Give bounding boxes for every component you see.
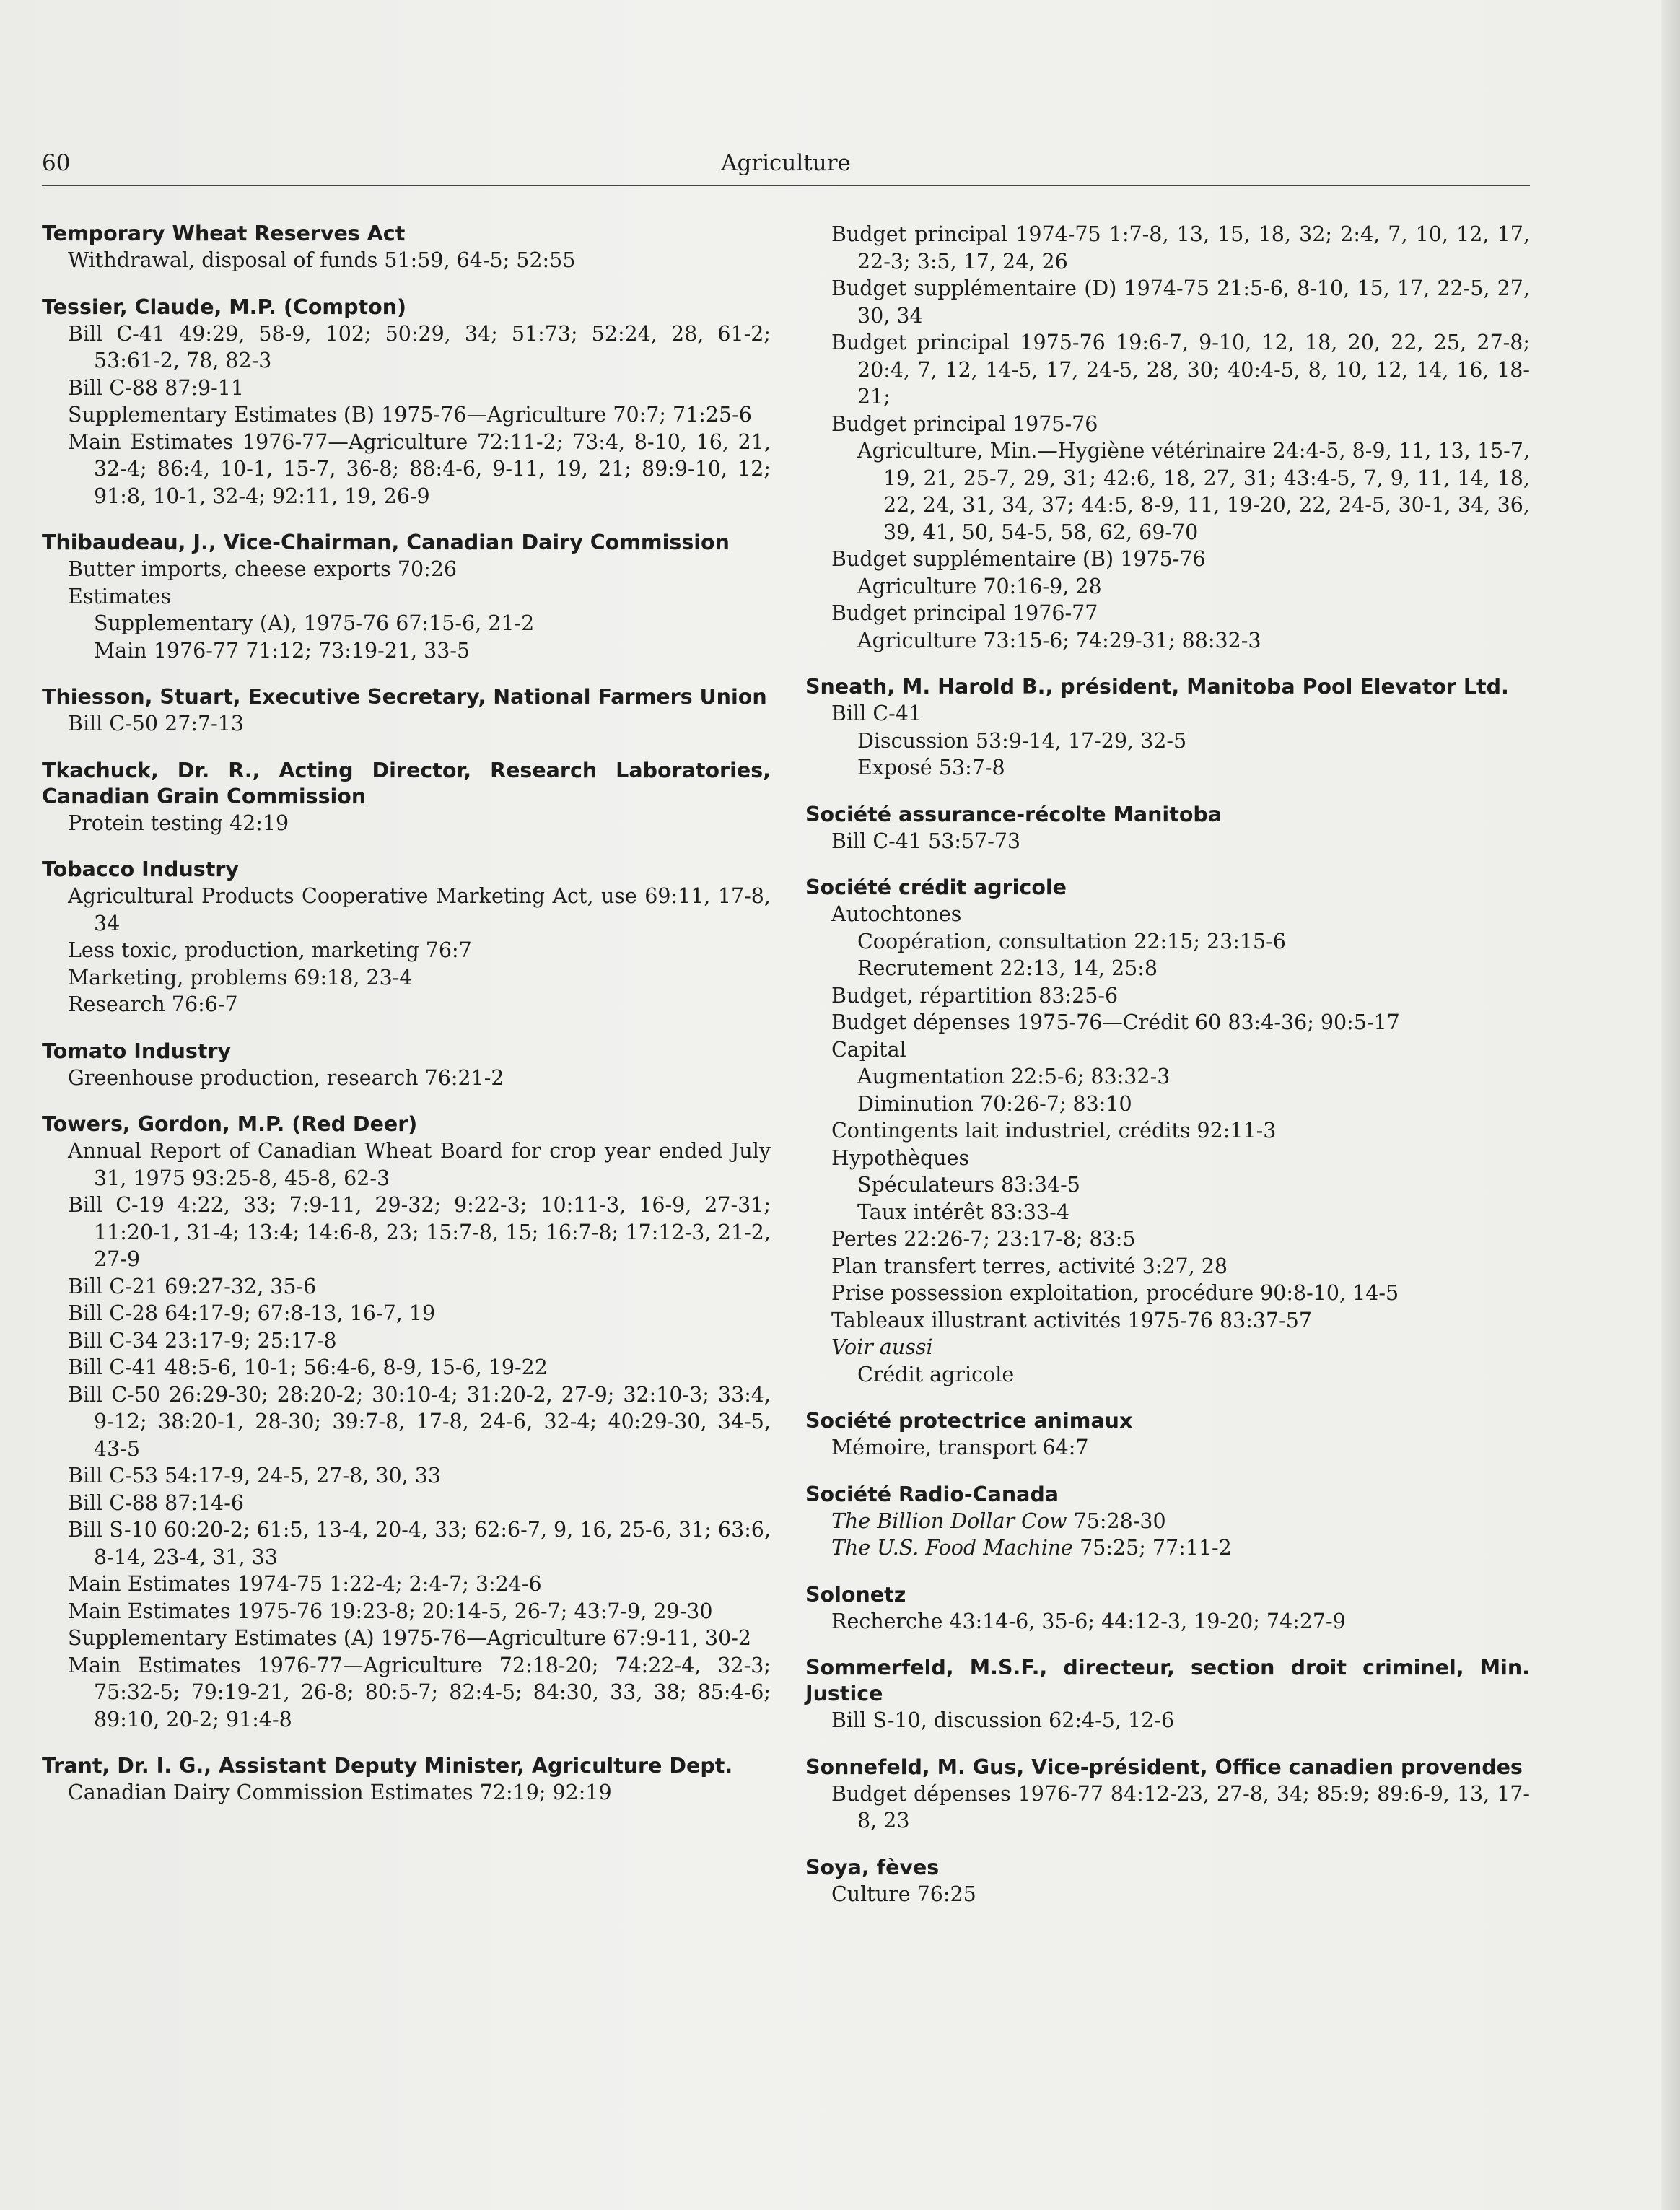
subentry: Voir aussi bbox=[831, 1335, 933, 1359]
subentry: Plan transfert terres, activité 3:27, 28 bbox=[831, 1254, 1228, 1278]
index-entry bbox=[805, 802, 1530, 855]
index-entry bbox=[805, 1855, 1530, 1908]
subentry: Main Estimates 1974-75 1:22-4; 2:4-7; 3:24-6 bbox=[68, 1572, 542, 1596]
subentry: Budget supplémentaire (B) 1975-76 bbox=[831, 547, 1206, 571]
sub-subentry: Supplementary (A), 1975-76 67:15-6, 21-2 bbox=[94, 611, 535, 635]
sub-subentry: Crédit agricole bbox=[857, 1362, 1015, 1386]
subentry: Bill C-50 26:29-30; 28:20-2; 30:10-4; 31:20-2, 27-9; 32:10-3; 33:4, 9-12; 38:20-1, 28-30; 39:7-8, 17-8, 24-6, 32-4; 40:29-30, 34-5, 43-5 bbox=[68, 1382, 771, 1461]
subentry: Canadian Dairy Commission Estimates 72:19; 92:19 bbox=[68, 1781, 612, 1804]
entry-heading: Société assurance-récolte Manitoba bbox=[805, 802, 1222, 826]
sub-subentry: Main 1976-77 71:12; 73:19-21, 33-5 bbox=[94, 638, 471, 663]
subentry: Recherche 43:14-6, 35-6; 44:12-3, 19-20; 74:27-9 bbox=[831, 1609, 1346, 1633]
index-entry bbox=[805, 221, 1530, 654]
index-entry bbox=[42, 1039, 771, 1092]
subentry: Supplementary Estimates (A) 1975-76—Agriculture 67:9-11, 30-2 bbox=[68, 1626, 752, 1650]
sub-subentry: Recrutement 22:13, 14, 25:8 bbox=[857, 956, 1158, 980]
subentry: Main Estimates 1976-77—Agriculture 72:18-20; 74:22-4, 32-3; 75:32-5; 79:19-21, 26-8; 80:5-7; 82:4-5; 84:30, 33, 38; 85:4-6; 89:10, 20-2; 91:4-8 bbox=[68, 1653, 771, 1731]
subentry: The Billion Dollar Cow 75:28-30 bbox=[831, 1508, 1166, 1533]
subentry: Bill C-41 49:29, 58-9, 102; 50:29, 34; 51:73; 52:24, 28, 61-2; 53:61-2, 78, 82-3 bbox=[68, 321, 771, 372]
index-entry bbox=[42, 1111, 771, 1733]
entry-heading: Sneath, M. Harold B., président, Manitoba Pool Elevator Ltd. bbox=[805, 675, 1509, 699]
left-column bbox=[42, 221, 771, 1827]
subentry: Bill C-41 bbox=[831, 702, 922, 725]
sub-subentry: Spéculateurs 83:34-5 bbox=[857, 1173, 1080, 1197]
subentry: Withdrawal, disposal of funds 51:59, 64-5; 52:55 bbox=[68, 248, 576, 272]
sub-subentry: Agriculture 73:15-6; 74:29-31; 88:32-3 bbox=[857, 628, 1261, 652]
subentry: Hypothèques bbox=[831, 1145, 970, 1170]
subentry: Budget principal 1974-75 1:7-8, 13, 15, 18, 32; 2:4, 7, 10, 12, 17, 22-3; 3:5, 17, 24, 26 bbox=[831, 222, 1530, 274]
index-entry bbox=[42, 1753, 771, 1807]
subentry: Butter imports, cheese exports 70:26 bbox=[68, 557, 457, 581]
entry-heading: Towers, Gordon, M.P. (Red Deer) bbox=[42, 1112, 418, 1136]
subentry: Capital bbox=[831, 1037, 906, 1062]
page-header bbox=[42, 147, 1530, 186]
entry-heading: Solonetz bbox=[805, 1582, 906, 1607]
entry-heading: Sommerfeld, M.S.F., directeur, section droit criminel, Min. Justice bbox=[805, 1656, 1530, 1705]
entry-heading: Société protectrice animaux bbox=[805, 1409, 1133, 1433]
subentry: Pertes 22:26-7; 23:17-8; 83:5 bbox=[831, 1227, 1136, 1251]
subentry: Bill C-28 64:17-9; 67:8-13, 16-7, 19 bbox=[68, 1301, 436, 1325]
subentry: Mémoire, transport 64:7 bbox=[831, 1436, 1089, 1459]
subentry: Budget dépenses 1975-76—Crédit 60 83:4-36; 90:5-17 bbox=[831, 1010, 1400, 1034]
subentry: Contingents lait industriel, crédits 92:11-3 bbox=[831, 1119, 1277, 1143]
subentry: Bill C-53 54:17-9, 24-5, 27-8, 30, 33 bbox=[68, 1464, 442, 1488]
index-entry bbox=[42, 758, 771, 837]
subentry: Main Estimates 1976-77—Agriculture 72:11-2; 73:4, 8-10, 16, 21, 32-4; 86:4, 10-1, 15-7, 36-8; 88:4-6, 9-11, 19, 21; 89:9-10, 12; 91:8, 10-1, 32-4; 92:11, 19, 26-9 bbox=[68, 429, 771, 508]
subentry: Budget supplémentaire (D) 1974-75 21:5-6, 8-10, 15, 17, 22-5, 27, 30, 34 bbox=[831, 276, 1530, 328]
entry-heading: Sonnefeld, M. Gus, Vice-président, Office canadien provendes bbox=[805, 1755, 1523, 1779]
right-column bbox=[805, 221, 1530, 1928]
index-entry bbox=[805, 1755, 1530, 1835]
index-entry bbox=[42, 221, 771, 274]
subentry: Budget principal 1976-77 bbox=[831, 601, 1098, 625]
index-entry bbox=[42, 684, 771, 738]
subentry: Supplementary Estimates (B) 1975-76—Agriculture 70:7; 71:25-6 bbox=[68, 403, 752, 427]
subentry: Autochtones bbox=[831, 902, 962, 926]
entry-heading: Thibaudeau, J., Vice-Chairman, Canadian Dairy Commission bbox=[42, 530, 730, 554]
subentry: Main Estimates 1975-76 19:23-8; 20:14-5, 26-7; 43:7-9, 29-30 bbox=[68, 1599, 713, 1623]
index-entry bbox=[805, 1655, 1530, 1734]
subentry: Culture 76:25 bbox=[831, 1882, 976, 1906]
entry-heading: Société crédit agricole bbox=[805, 875, 1067, 899]
subentry: Bill C-88 87:9-11 bbox=[68, 375, 245, 400]
subentry: Budget dépenses 1976-77 84:12-23, 27-8, 34; 85:9; 89:6-9, 13, 17-8, 23 bbox=[831, 1781, 1530, 1833]
index-entry bbox=[805, 875, 1530, 1388]
index-entry bbox=[805, 1482, 1530, 1562]
subentry: Bill C-19 4:22, 33; 7:9-11, 29-32; 9:22-3; 10:11-3, 16-9, 27-31; 11:20-1, 31-4; 13:4; 14:6-8, 23; 15:7-8, 15; 16:7-8; 17:12-3, 21-2, 27-9 bbox=[68, 1193, 771, 1271]
subentry: Agricultural Products Cooperative Marketing Act, use 69:11, 17-8, 34 bbox=[68, 884, 771, 935]
subentry: Budget principal 1975-76 bbox=[831, 411, 1098, 436]
subentry: Budget, répartition 83:25-6 bbox=[831, 983, 1119, 1008]
subentry: Research 76:6-7 bbox=[68, 992, 238, 1016]
subentry: Protein testing 42:19 bbox=[68, 811, 289, 835]
subentry: Bill C-88 87:14-6 bbox=[68, 1490, 245, 1515]
subentry: Budget principal 1975-76 19:6-7, 9-10, 12, 18, 20, 22, 25, 27-8; 20:4, 7, 12, 14-5, 17, 24-5, 28, 30; 40:4-5, 8, 10, 12, 14, 16, 18-21; bbox=[831, 331, 1530, 409]
entry-heading: Tessier, Claude, M.P. (Compton) bbox=[42, 294, 407, 319]
subentry: Bill C-41 53:57-73 bbox=[831, 829, 1021, 853]
subentry: The U.S. Food Machine 75:25; 77:11-2 bbox=[831, 1536, 1232, 1560]
index-entry bbox=[42, 530, 771, 664]
entry-heading: Tobacco Industry bbox=[42, 857, 239, 881]
subentry: Bill C-21 69:27-32, 35-6 bbox=[68, 1274, 317, 1298]
sub-subentry: Agriculture 70:16-9, 28 bbox=[857, 574, 1102, 598]
sub-subentry: Exposé 53:7-8 bbox=[857, 756, 1005, 779]
index-entry bbox=[42, 857, 771, 1018]
entry-heading: Société Radio-Canada bbox=[805, 1482, 1059, 1506]
subentry: Bill S-10, discussion 62:4-5, 12-6 bbox=[831, 1708, 1175, 1732]
subentry: Prise possession exploitation, procédure 90:8-10, 14-5 bbox=[831, 1281, 1399, 1305]
subentry: Greenhouse production, research 76:21-2 bbox=[68, 1065, 504, 1090]
subentry: Tableaux illustrant activités 1975-76 83:37-57 bbox=[831, 1308, 1313, 1332]
sub-subentry: Discussion 53:9-14, 17-29, 32-5 bbox=[857, 728, 1187, 753]
entry-heading: Thiesson, Stuart, Executive Secretary, National Farmers Union bbox=[42, 685, 767, 709]
sub-subentry: Augmentation 22:5-6; 83:32-3 bbox=[857, 1065, 1171, 1088]
sub-subentry: Agriculture, Min.—Hygiène vétérinaire 24:4-5, 8-9, 11, 13, 15-7, 19, 21, 25-7, 29, 31; 42:6, 18, 27, 31; 43:4-5, 7, 9, 11, 14, 18, 22, 24, 31, 34, 37; 44:5, 8-9, 11, 19-20, 22, 24-5, 30-1, 34, 36, 39, 41, 50, 54-5, 58, 62, 69-70 bbox=[857, 439, 1530, 544]
entry-heading: Tomato Industry bbox=[42, 1039, 232, 1063]
subentry: Estimates bbox=[68, 584, 171, 608]
sub-subentry: Coopération, consultation 22:15; 23:15-6 bbox=[857, 929, 1286, 953]
index-entry bbox=[805, 1582, 1530, 1635]
index-entry bbox=[805, 1408, 1530, 1462]
sub-subentry: Diminution 70:26-7; 83:10 bbox=[857, 1091, 1132, 1116]
subentry: Less toxic, production, marketing 76:7 bbox=[68, 938, 472, 962]
sub-subentry: Taux intérêt 83:33-4 bbox=[857, 1200, 1069, 1224]
subentry: Marketing, problems 69:18, 23-4 bbox=[68, 965, 413, 990]
subentry: Bill C-41 48:5-6, 10-1; 56:4-6, 8-9, 15-6, 19-22 bbox=[68, 1355, 548, 1379]
entry-heading: Tkachuck, Dr. R., Acting Director, Research Laboratories, Canadian Grain Commission bbox=[42, 758, 771, 808]
running-title: Agriculture bbox=[721, 150, 851, 176]
entry-heading: Temporary Wheat Reserves Act bbox=[42, 222, 406, 245]
subentry: Bill C-50 27:7-13 bbox=[68, 712, 245, 735]
entry-heading: Soya, fèves bbox=[805, 1855, 940, 1879]
index-entry bbox=[42, 294, 771, 510]
page-number: 60 bbox=[42, 150, 71, 176]
page-edge bbox=[1661, 0, 1680, 2210]
subentry: Bill C-34 23:17-9; 25:17-8 bbox=[68, 1328, 337, 1353]
subentry: Annual Report of Canadian Wheat Board for crop year ended July 31, 1975 93:25-8, 45-8, 62-3 bbox=[68, 1139, 771, 1190]
index-entry bbox=[805, 674, 1530, 782]
subentry: Bill S-10 60:20-2; 61:5, 13-4, 20-4, 33; 62:6-7, 9, 16, 25-6, 31; 63:6, 8-14, 23-4, 31, 33 bbox=[68, 1518, 771, 1569]
entry-heading: Trant, Dr. I. G., Assistant Deputy Minister, Agriculture Dept. bbox=[42, 1754, 733, 1778]
